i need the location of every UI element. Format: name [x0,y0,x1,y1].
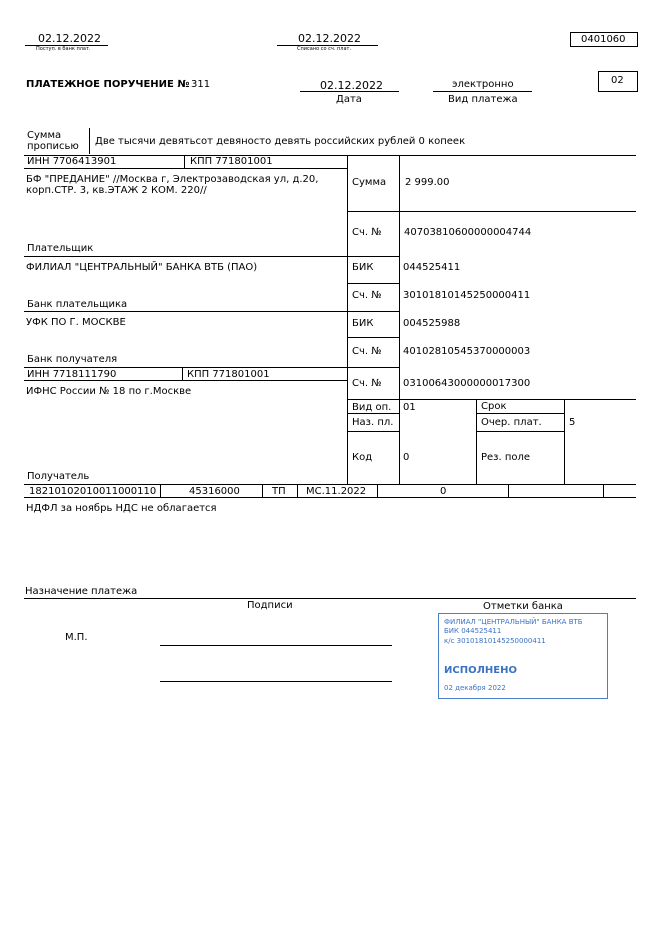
amount-label: Сумма [352,177,387,188]
payer-bik-label: БИК [352,262,374,273]
grid-vline-476 [476,399,477,484]
payer-label: Плательщик [27,243,94,254]
order-date: 02.12.2022 [320,79,383,92]
payer-inn: ИНН 7706413901 [27,156,117,167]
doc-number: 0 [440,486,447,497]
stamp-account: к/с 30101810145250000411 [444,637,546,645]
payer-account: 40703810600000004744 [404,227,532,238]
ocher-line [476,431,564,432]
form-code: 0401060 [581,34,626,45]
recipient-bank-account: 40102810545370000003 [403,346,531,357]
srok-label: Срок [481,401,507,412]
recipient-name: ИФНС России № 18 по г.Москве [26,386,192,397]
purpose-text: НДФЛ за ноябрь НДС не облагается [26,503,217,514]
payer-name-line1: БФ "ПРЕДАНИЕ" //Москва г, Электрозаводская ул, д.20, [26,174,319,185]
amount-words-label: прописью [27,141,79,152]
ocher-label: Очер. плат. [481,417,542,428]
mp-label: М.П. [65,632,88,643]
debited-caption: Списано со сч. плат. [297,46,352,52]
ocher-value: 5 [569,417,576,428]
grid-vline-347 [347,155,348,484]
recipient-inn-divider [182,367,183,380]
row-line-399 [347,399,636,400]
stamp-bank-name: ФИЛИАЛ "ЦЕНТРАЛЬНЫЙ" БАНКА ВТБ [444,618,583,626]
recipient-inn-line [24,380,347,381]
tax-vline-6 [603,484,604,497]
row-line-497 [24,497,636,498]
amount-words-label-line1: Сумма [27,130,62,141]
recipient-bank-label: Банк получателя [27,354,118,365]
amount-words-divider [89,128,90,154]
recipient-bik-line [347,337,399,338]
row-line-311 [24,311,399,312]
payer-bik: 044525411 [403,262,461,273]
naz-pl-line [347,431,399,432]
bank-stamp [438,613,608,699]
recipient-inn: ИНН 7718111790 [27,369,117,380]
stamp-date: 02 декабря 2022 [444,684,506,692]
amount-line [347,211,636,212]
payer-inn-line [24,168,347,169]
row-line-367 [24,367,399,368]
recipient-bank-account-label: Сч. № [352,346,382,357]
recipient-label: Получатель [27,471,90,482]
payer-kpp: КПП 771801001 [190,156,273,167]
row-line-484 [24,484,636,485]
signatures-label: Подписи [247,600,293,611]
tax-vline-3 [297,484,298,497]
payer-bik-line [347,283,399,284]
form-code-box [570,32,638,47]
payer-name-line2: корп.СТР. 3, кв.ЭТАЖ 2 КОМ. 220// [26,185,207,196]
amount-value: 2 999.00 [405,177,450,188]
period: МС.11.2022 [306,486,367,497]
status-code: 02 [611,75,624,86]
purpose-label: Назначение платежа [25,586,138,597]
recipient-bik-label: БИК [352,318,374,329]
payer-inn-divider [184,155,185,168]
payer-bank-account-label: Сч. № [352,290,382,301]
amount-words: Две тысячи девятьсот девяносто девять российских рублей 0 копеек [95,136,466,147]
signature-line-2 [160,681,392,682]
signature-line-1 [160,645,392,646]
recipient-account: 03100643000000017300 [403,378,531,389]
received-caption: Поступ. в банк плат. [36,46,91,52]
debited-date: 02.12.2022 [298,32,361,45]
order-number: 311 [191,79,211,90]
bank-marks-label: Отметки банка [483,601,563,612]
order-date-line [300,91,399,92]
payment-type-caption: Вид платежа [448,94,518,105]
stamp-bik: БИК 044525411 [444,627,502,635]
recipient-bik: 004525988 [403,318,461,329]
recipient-bank-name: УФК ПО Г. МОСКВЕ [26,317,126,328]
received-date: 02.12.2022 [38,32,101,45]
vid-op-line [347,413,399,414]
recipient-account-label: Сч. № [352,378,382,389]
basis: ТП [272,486,286,497]
tax-vline-4 [377,484,378,497]
vid-op: 01 [403,402,416,413]
vid-op-label: Вид оп. [352,402,392,413]
row-line-598 [24,598,636,599]
stamp-status: ИСПОЛНЕНО [444,665,517,676]
order-date-caption: Дата [336,94,362,105]
kbk: 18210102010011000110 [29,486,157,497]
naz-pl-label: Наз. пл. [352,417,394,428]
status-code-box [598,71,638,92]
srok-line [476,413,564,414]
payment-type: электронно [452,79,514,90]
kod-label: Код [352,452,373,463]
tax-vline-1 [160,484,161,497]
tax-vline-5 [508,484,509,497]
payer-account-label: Сч. № [352,227,382,238]
oktmo: 45316000 [189,486,240,497]
recipient-kpp: КПП 771801001 [187,369,270,380]
grid-vline-399 [399,155,400,484]
page-title: ПЛАТЕЖНОЕ ПОРУЧЕНИЕ № [26,79,190,90]
kod-value: 0 [403,452,410,463]
grid-vline-564 [564,399,565,484]
payer-bank-label: Банк плательщика [27,299,128,310]
payer-bank-name: ФИЛИАЛ "ЦЕНТРАЛЬНЫЙ" БАНКА ВТБ (ПАО) [26,262,258,273]
rez-label: Рез. поле [481,452,531,463]
payer-bank-account: 30101810145250000411 [403,290,531,301]
row-line-256 [24,256,399,257]
payment-type-line [433,91,532,92]
tax-vline-2 [262,484,263,497]
